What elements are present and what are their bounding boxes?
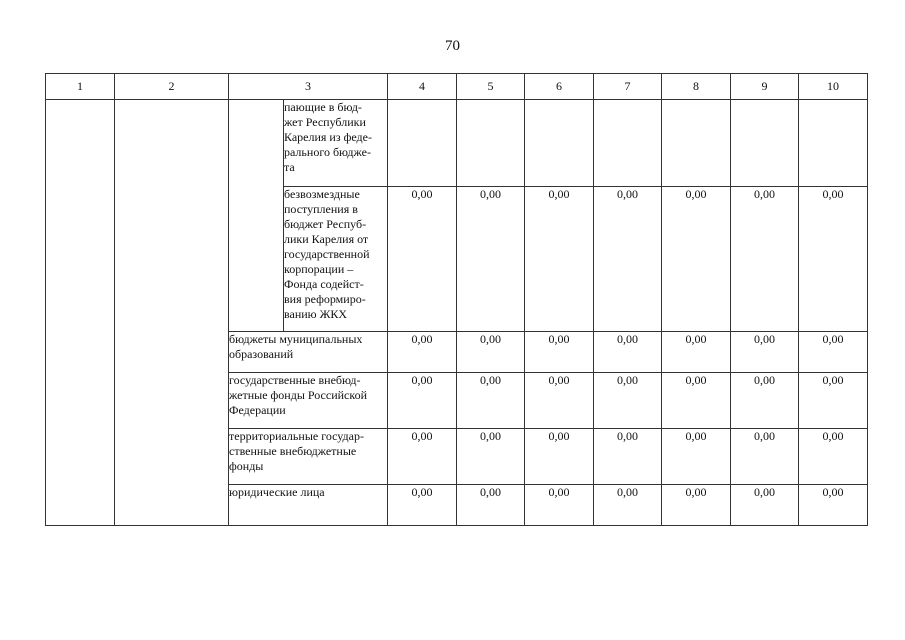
value-cell (799, 100, 868, 187)
column-header-1: 1 (46, 74, 115, 100)
header-row (46, 74, 868, 100)
value-cell (731, 100, 799, 187)
value-cell: 0,00 (799, 373, 868, 429)
table-row (46, 100, 868, 187)
value-cell (525, 100, 594, 187)
value-cell: 0,00 (731, 373, 799, 429)
value-cell: 0,00 (388, 187, 457, 332)
value-cell: 0,00 (662, 187, 731, 332)
value-cell: 0,00 (799, 187, 868, 332)
value-cell: 0,00 (388, 429, 457, 485)
value-cell: 0,00 (662, 373, 731, 429)
value-cell: 0,00 (457, 485, 525, 526)
value-cell: 0,00 (662, 332, 731, 373)
row-label: государственные внебюд- жетные фонды Российской Федерации (229, 373, 388, 429)
value-cell (594, 100, 662, 187)
row-label: территориальные государ- ственные внебюджетные фонды (229, 429, 388, 485)
value-cell: 0,00 (525, 429, 594, 485)
value-cell: 0,00 (457, 373, 525, 429)
value-cell: 0,00 (731, 485, 799, 526)
value-cell: 0,00 (731, 332, 799, 373)
column-header-7: 7 (594, 74, 662, 100)
row-label: бюджеты муниципальных образований (229, 332, 388, 373)
row-label: юридические лица (229, 485, 388, 526)
column-header-6: 6 (525, 74, 594, 100)
value-cell: 0,00 (457, 429, 525, 485)
column-header-9: 9 (731, 74, 799, 100)
value-cell: 0,00 (662, 485, 731, 526)
value-cell: 0,00 (594, 332, 662, 373)
value-cell (662, 100, 731, 187)
column-header-10: 10 (799, 74, 868, 100)
value-cell: 0,00 (594, 485, 662, 526)
column-header-3: 3 (229, 74, 388, 100)
row-label: безвозмездные поступления в бюджет Респуб- лики Карелия от государственной корпорации – Фонда содейст- вия реформиро- ванию ЖКХ (284, 187, 388, 332)
value-cell: 0,00 (525, 332, 594, 373)
column-header-5: 5 (457, 74, 525, 100)
page-number: 70 (445, 38, 460, 54)
value-cell: 0,00 (594, 429, 662, 485)
column-3-group-cell (229, 100, 284, 332)
value-cell: 0,00 (525, 373, 594, 429)
value-cell: 0,00 (388, 373, 457, 429)
value-cell (457, 100, 525, 187)
value-cell: 0,00 (457, 187, 525, 332)
value-cell: 0,00 (731, 429, 799, 485)
value-cell: 0,00 (731, 187, 799, 332)
column-1-cell (46, 100, 115, 526)
budget-table (45, 73, 868, 526)
value-cell: 0,00 (594, 187, 662, 332)
value-cell: 0,00 (799, 485, 868, 526)
value-cell: 0,00 (594, 373, 662, 429)
value-cell: 0,00 (799, 332, 868, 373)
value-cell: 0,00 (388, 485, 457, 526)
value-cell: 0,00 (662, 429, 731, 485)
column-header-2: 2 (115, 74, 229, 100)
column-2-cell (115, 100, 229, 526)
column-header-4: 4 (388, 74, 457, 100)
value-cell (388, 100, 457, 187)
value-cell: 0,00 (457, 332, 525, 373)
value-cell: 0,00 (525, 187, 594, 332)
column-header-8: 8 (662, 74, 731, 100)
value-cell: 0,00 (388, 332, 457, 373)
value-cell: 0,00 (799, 429, 868, 485)
row-label: пающие в бюд- жет Республики Карелия из феде- рального бюдже- та (284, 100, 388, 187)
value-cell: 0,00 (525, 485, 594, 526)
